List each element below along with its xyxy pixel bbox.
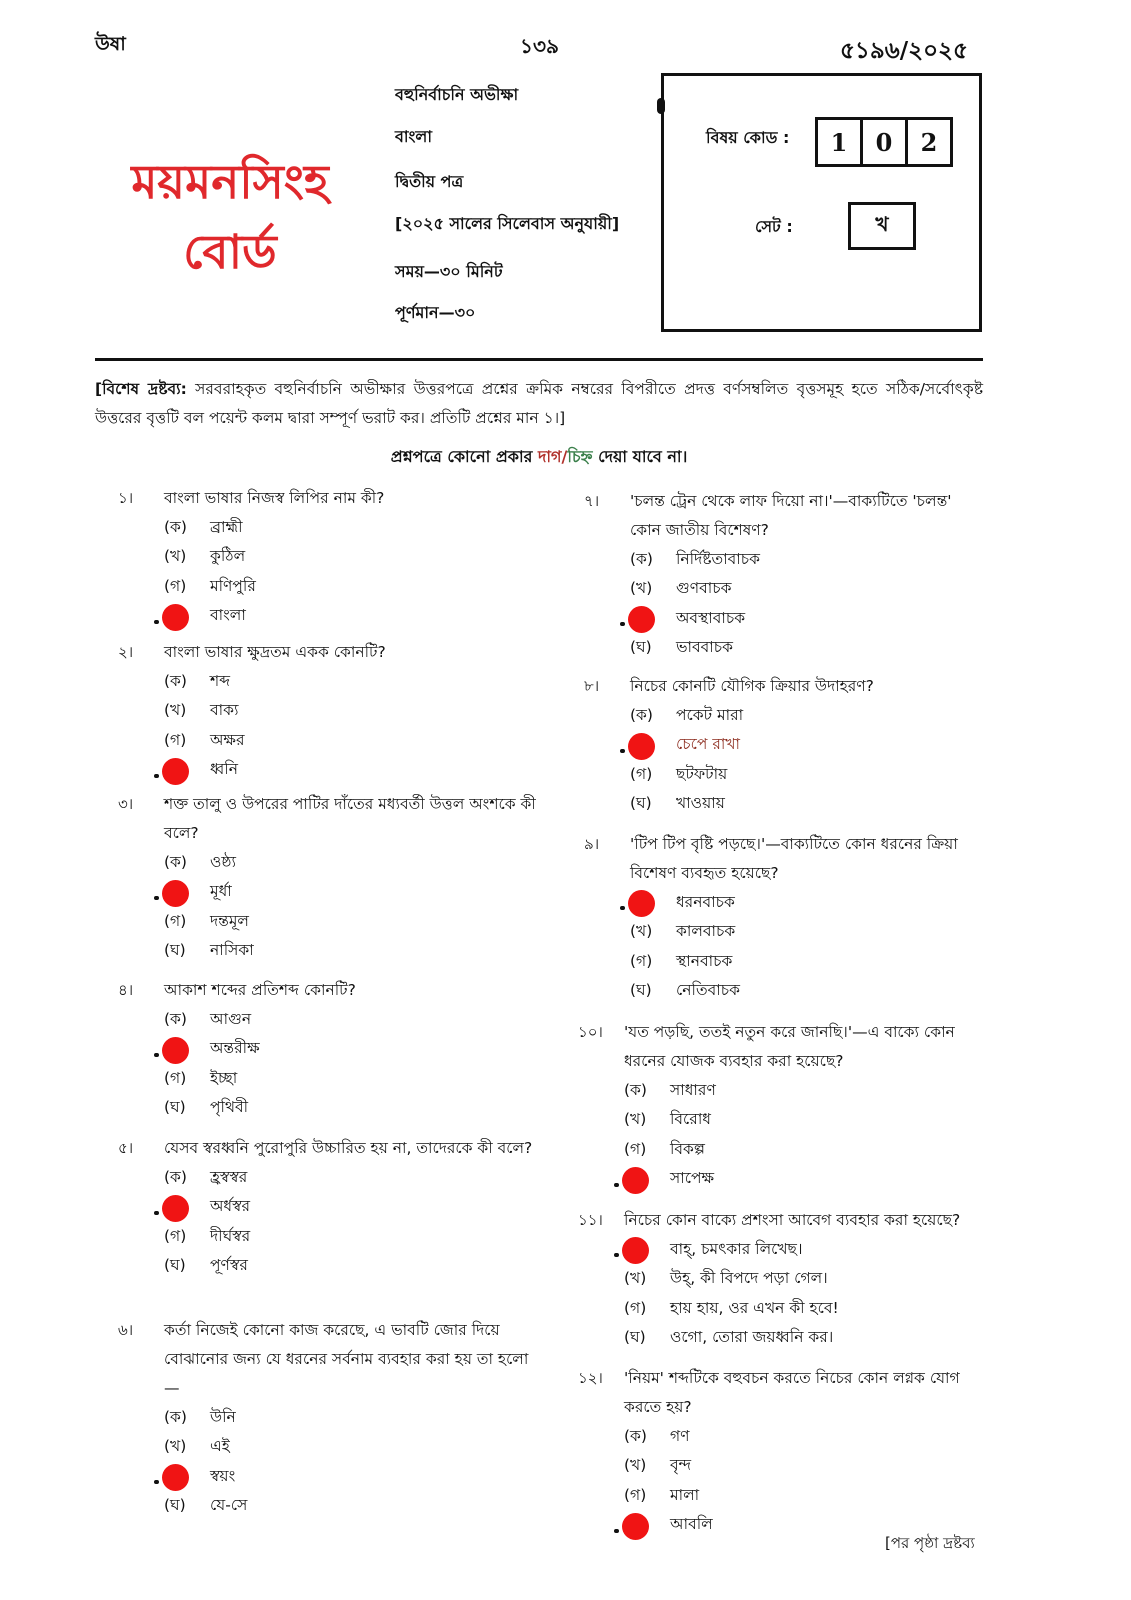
- option-text: পৃথিবী: [210, 1098, 249, 1117]
- exam-paper: দ্বিতীয় পত্র: [395, 172, 464, 191]
- question-10: [578, 1018, 984, 1194]
- option-ka[interactable]: [118, 1163, 538, 1193]
- option-text: নাসিকা: [210, 941, 254, 960]
- option-label: (গ): [624, 1298, 647, 1317]
- option-ga[interactable]: [578, 1135, 984, 1165]
- question-number: ৯।: [584, 835, 600, 853]
- option-ga[interactable]: [118, 907, 538, 937]
- pen-mark: [620, 749, 625, 753]
- question-number: ৮।: [584, 677, 600, 695]
- exam-type: বহুনির্বাচনি অভীক্ষা: [395, 85, 519, 104]
- question-number: ২।: [118, 643, 134, 661]
- option-label: (ক): [164, 1009, 187, 1028]
- option-label: (ক): [164, 1167, 187, 1186]
- option-ka[interactable]: [584, 545, 984, 575]
- question-5: [118, 1134, 538, 1281]
- option-ga[interactable]: [118, 1462, 538, 1492]
- option-text: নেতিবাচক: [676, 981, 740, 1000]
- option-text: গণ: [670, 1426, 690, 1445]
- question-12: [578, 1364, 984, 1540]
- option-text: অক্ষর: [210, 730, 245, 749]
- option-text: দন্তমূল: [210, 911, 249, 930]
- question-number: ১।: [118, 489, 134, 507]
- exam-time: সময়—৩০ মিনিট: [395, 262, 503, 281]
- filled-answer-circle: [622, 1237, 649, 1264]
- option-ka[interactable]: [118, 513, 538, 543]
- question-number: ৫।: [118, 1139, 134, 1157]
- question-2: [118, 638, 538, 785]
- filled-answer-circle: [622, 1167, 649, 1194]
- board-name: [110, 148, 350, 288]
- filled-answer-circle: [162, 880, 189, 907]
- pen-mark: [154, 620, 159, 624]
- option-text: হ্রস্বস্বর: [210, 1167, 248, 1186]
- question-number: ৪।: [118, 981, 134, 999]
- option-text: আগুন: [210, 1009, 252, 1028]
- option-gha[interactable]: [584, 977, 984, 1007]
- pen-mark: [614, 1183, 619, 1187]
- serial-number: ৫১৯৬/২০২৫: [840, 38, 968, 64]
- option-text: ব্রাহ্মী: [210, 517, 243, 536]
- pen-mark: [614, 1529, 619, 1533]
- question-number: ১২।: [578, 1369, 603, 1387]
- option-label: (গ): [624, 1139, 647, 1158]
- special-note-text: সরবরাহকৃত বহুনির্বাচনি অভীক্ষার উত্তরপত্রে প্রশ্নের ক্রমিক নম্বরের বিপরীতে প্রদত্ত বর্ণসম্বলিত বৃত্তসমূহ হতে সঠিক/সর্বোৎকৃষ্ট উত্তরের বৃত্তটি বল পয়েন্ট কলম দ্বারা সম্পূর্ণ ভরাট কর। প্রতিটি প্রশ্নের মান ১।]: [95, 380, 983, 427]
- subject-code-label: বিষয় কোড :: [706, 128, 790, 147]
- question-text: 'নিয়ম' শব্দটিকে বহুবচন করতে নিচের কোন লগ্নক যোগ করতে হয়?: [624, 1369, 960, 1416]
- option-label: (গ): [630, 951, 653, 970]
- option-label: (খ): [624, 1110, 647, 1129]
- option-label: (ঘ): [164, 1256, 186, 1275]
- warning-post: দেয়া যাবে না।: [592, 447, 688, 466]
- question-text: নিচের কোনটি যৌগিক ক্রিয়ার উদাহরণ?: [630, 677, 874, 695]
- option-label: (ঘ): [630, 638, 652, 657]
- option-text: ইচ্ছা: [210, 1068, 238, 1087]
- option-ka[interactable]: [118, 667, 538, 697]
- filled-answer-circle: [622, 1513, 649, 1540]
- option-text: পূর্ণস্বর: [210, 1256, 248, 1275]
- option-text: স্বয়ং: [210, 1466, 236, 1485]
- option-label: (ঘ): [630, 794, 652, 813]
- option-text: বাক্য: [210, 701, 239, 720]
- option-kha[interactable]: [584, 575, 984, 605]
- option-text: সাধারণ: [670, 1080, 716, 1099]
- option-ga[interactable]: [118, 1222, 538, 1252]
- option-label: (খ): [624, 1269, 647, 1288]
- option-text: মূর্ধা: [210, 882, 232, 901]
- pen-mark: [614, 1253, 619, 1257]
- option-ka[interactable]: [584, 888, 984, 918]
- option-text: স্থানবাচক: [676, 951, 733, 970]
- option-ga[interactable]: [584, 947, 984, 977]
- option-kha[interactable]: [118, 1193, 538, 1223]
- option-text: মালা: [670, 1485, 700, 1504]
- pen-mark: [154, 896, 159, 900]
- pen-mark: [620, 622, 625, 626]
- option-ka[interactable]: [118, 1403, 538, 1433]
- option-label: (ঘ): [164, 1496, 186, 1515]
- option-ga[interactable]: [584, 760, 984, 790]
- option-label: (গ): [630, 764, 653, 783]
- option-text: ভাববাচক: [676, 638, 734, 657]
- option-ka[interactable]: [578, 1076, 984, 1106]
- question-text: 'টিপ টিপ বৃষ্টি পড়ছে।'—বাক্যটিতে কোন ধরনের ক্রিয়া বিশেষণ ব্যবহৃত হয়েছে?: [630, 835, 958, 882]
- option-gha[interactable]: [118, 1252, 538, 1282]
- option-label: (ক): [164, 852, 187, 871]
- option-ga[interactable]: [118, 726, 538, 756]
- option-text: দীর্ঘস্বর: [210, 1226, 251, 1245]
- option-ka[interactable]: [118, 1005, 538, 1035]
- option-gha[interactable]: [584, 790, 984, 820]
- option-text: পকেট মারা: [676, 705, 744, 724]
- pen-mark: [154, 1480, 159, 1484]
- option-label: (গ): [164, 1068, 187, 1087]
- filled-answer-circle: [162, 1464, 189, 1491]
- option-label: (ক): [164, 517, 187, 536]
- question-text: কর্তা নিজেই কোনো কাজ করেছে, এ ভাবটি জোর দিয়ে বোঝানোর জন্য যে ধরনের সর্বনাম ব্যবহার করা হয় তা হলো—: [164, 1321, 529, 1397]
- question-number: ১০।: [578, 1023, 603, 1041]
- subject-code-digit: 0: [860, 120, 905, 164]
- option-kha[interactable]: [118, 1035, 538, 1065]
- filled-answer-circle: [162, 758, 189, 785]
- option-kha[interactable]: [584, 731, 984, 761]
- option-ka[interactable]: [578, 1422, 984, 1452]
- option-text: বিরোধ: [670, 1110, 711, 1129]
- option-ga[interactable]: [578, 1294, 984, 1324]
- question-number: ৬।: [118, 1321, 134, 1339]
- option-text: হায় হায়, ওর এখন কী হবে!: [670, 1298, 839, 1317]
- option-text: যে-সে: [210, 1496, 248, 1515]
- option-label: (গ): [164, 730, 187, 749]
- option-text: ধরনবাচক: [676, 892, 735, 911]
- option-kha[interactable]: [118, 697, 538, 727]
- option-kha[interactable]: [578, 1106, 984, 1136]
- pen-mark: [154, 1211, 159, 1215]
- question-text: শক্ত তালু ও উপরের পাটির দাঁতের মধ্যবর্তী উত্তল অংশকে কী বলে?: [164, 795, 536, 842]
- question-text: আকাশ শব্দের প্রতিশব্দ কোনটি?: [164, 981, 356, 999]
- question-text: 'যত পড়ছি, ততই নতুন করে জানছি।'—এ বাক্যে কোন ধরনের যোজক ব্যবহার করা হয়েছে?: [624, 1023, 955, 1070]
- option-text: চেপে রাখা: [676, 735, 741, 754]
- option-label: (ক): [630, 705, 653, 724]
- option-label: (গ): [624, 1485, 647, 1504]
- option-label: (ঘ): [630, 981, 652, 1000]
- option-text: এই: [210, 1437, 230, 1456]
- option-ga[interactable]: [118, 572, 538, 602]
- option-ka[interactable]: [118, 848, 538, 878]
- option-text: নির্দিষ্টতাবাচক: [676, 549, 761, 568]
- option-kha[interactable]: [578, 1265, 984, 1295]
- option-kha[interactable]: [584, 918, 984, 948]
- option-kha[interactable]: [118, 543, 538, 573]
- question-number: ১১।: [578, 1211, 603, 1229]
- option-gha[interactable]: [118, 1094, 538, 1124]
- page-number: ১৩৯: [520, 34, 559, 58]
- filled-answer-circle: [628, 606, 655, 633]
- option-label: (গ): [164, 576, 187, 595]
- option-text: বিকল্প: [670, 1139, 705, 1158]
- option-label: (খ): [164, 701, 187, 720]
- question-6: [118, 1316, 538, 1521]
- subject-code-digits: [815, 117, 953, 167]
- ink-blot: [657, 98, 665, 114]
- option-gha[interactable]: [578, 1165, 984, 1195]
- option-label: (ক): [624, 1080, 647, 1099]
- option-label: (খ): [630, 579, 653, 598]
- option-gha[interactable]: [118, 756, 538, 786]
- option-text: ধ্বনি: [210, 760, 238, 779]
- warning-red: দাগ/: [538, 447, 568, 466]
- option-label: (গ): [164, 1226, 187, 1245]
- option-label: (খ): [624, 1456, 647, 1475]
- option-text: কুঠিল: [210, 547, 246, 566]
- filled-answer-circle: [162, 1037, 189, 1064]
- subject-code-digit: 1: [830, 127, 848, 157]
- option-text: ওগো, তোরা জয়ধ্বনি কর।: [670, 1328, 834, 1347]
- option-gha[interactable]: [118, 937, 538, 967]
- set-label: সেট :: [755, 217, 793, 236]
- option-text: অর্ধস্বর: [210, 1197, 251, 1216]
- question-number: ৩।: [118, 795, 134, 813]
- filled-answer-circle: [162, 604, 189, 631]
- option-text: শব্দ: [210, 671, 231, 690]
- option-text: ছটফটায়: [676, 764, 728, 783]
- no-mark-warning: [95, 444, 983, 471]
- option-ka[interactable]: [584, 701, 984, 731]
- question-text: বাংলা ভাষার নিজস্ব লিপির নাম কী?: [164, 489, 385, 507]
- special-note: [95, 375, 983, 433]
- option-label: (খ): [630, 922, 653, 941]
- option-gha[interactable]: [578, 1324, 984, 1354]
- warning-pre: প্রশ্নপত্রে কোনো প্রকার: [390, 447, 538, 466]
- option-label: (ক): [630, 549, 653, 568]
- option-text: বৃন্দ: [670, 1456, 692, 1475]
- option-text: মণিপুরি: [210, 576, 256, 595]
- filled-answer-circle: [628, 733, 655, 760]
- pen-mark: [154, 774, 159, 778]
- option-kha[interactable]: [578, 1452, 984, 1482]
- pen-mark: [154, 1053, 159, 1057]
- option-label: (খ): [164, 547, 187, 566]
- question-7: [584, 487, 984, 663]
- option-text: ওষ্ঠ্য: [210, 852, 237, 871]
- exam-subject: বাংলা: [395, 127, 432, 146]
- question-4: [118, 976, 538, 1123]
- option-text: অবস্থাবাচক: [676, 608, 746, 627]
- option-text: আবলি: [670, 1515, 713, 1534]
- option-text: কালবাচক: [676, 922, 736, 941]
- option-label: (ঘ): [164, 1098, 186, 1117]
- exam-syllabus: [২০২৫ সালের সিলেবাস অনুযায়ী]: [395, 214, 620, 233]
- question-8: [584, 672, 984, 819]
- board-name-line1: ময়মনসিংহ: [131, 155, 329, 210]
- option-label: (ক): [164, 1407, 187, 1426]
- question-text: যেসব স্বরধ্বনি পুরোপুরি উচ্চারিত হয় না, তাদেরকে কী বলে?: [164, 1139, 533, 1157]
- header-divider: [95, 358, 983, 361]
- option-text: উনি: [210, 1407, 236, 1426]
- filled-answer-circle: [628, 890, 655, 917]
- filled-answer-circle: [162, 1195, 189, 1222]
- option-gha[interactable]: [118, 602, 538, 632]
- option-gha[interactable]: [584, 634, 984, 664]
- option-ga[interactable]: [118, 1064, 538, 1094]
- option-ka[interactable]: [578, 1235, 984, 1265]
- question-text: বাংলা ভাষার ক্ষুদ্রতম একক কোনটি?: [164, 643, 386, 661]
- question-9: [584, 830, 984, 1006]
- option-gha[interactable]: [118, 1492, 538, 1522]
- question-text: 'চলন্ত ট্রেন থেকে লাফ দিয়ো না।'—বাক্যটিতে 'চলন্ত' কোন জাতীয় বিশেষণ?: [630, 492, 952, 539]
- option-text: অন্তরীক্ষ: [210, 1039, 260, 1058]
- question-number: ৭।: [584, 492, 600, 510]
- question-text: নিচের কোন বাক্যে প্রশংসা আবেগ ব্যবহার করা হয়েছে?: [624, 1211, 961, 1229]
- option-kha[interactable]: [118, 1433, 538, 1463]
- option-kha[interactable]: [118, 878, 538, 908]
- question-3: [118, 790, 538, 966]
- option-label: (গ): [164, 911, 187, 930]
- board-name-line2: বোর্ড: [183, 225, 277, 280]
- option-label: (ক): [624, 1426, 647, 1445]
- option-label: (ঘ): [624, 1328, 646, 1347]
- option-text: গুণবাচক: [676, 579, 732, 598]
- code-box: [661, 73, 982, 332]
- header-left-label: উষা: [95, 33, 126, 55]
- subject-code-digit: 2: [905, 120, 950, 164]
- option-label: (ক): [164, 671, 187, 690]
- question-11: [578, 1206, 984, 1353]
- next-page-note: [পর পৃষ্ঠা দ্রষ্টব্য: [885, 1534, 975, 1552]
- question-1: [118, 484, 538, 631]
- option-ga[interactable]: [578, 1481, 984, 1511]
- option-text: উহ্, কী বিপদে পড়া গেল।: [670, 1269, 828, 1288]
- set-value: খ: [848, 202, 916, 250]
- warning-green: চিহ্ন: [567, 447, 593, 466]
- option-text: সাপেক্ষ: [670, 1169, 715, 1188]
- exam-full-marks: পূর্ণমান—৩০: [395, 303, 476, 322]
- option-ga[interactable]: [584, 604, 984, 634]
- special-note-label: [বিশেষ দ্রষ্টব্য:: [95, 380, 187, 398]
- pen-mark: [620, 906, 625, 910]
- option-label: (ঘ): [164, 941, 186, 960]
- option-text: খাওয়ায়: [676, 794, 725, 813]
- option-text: বাহ্, চমৎকার লিখেছ।: [670, 1239, 803, 1258]
- option-label: (খ): [164, 1437, 187, 1456]
- option-text: বাংলা: [210, 606, 246, 625]
